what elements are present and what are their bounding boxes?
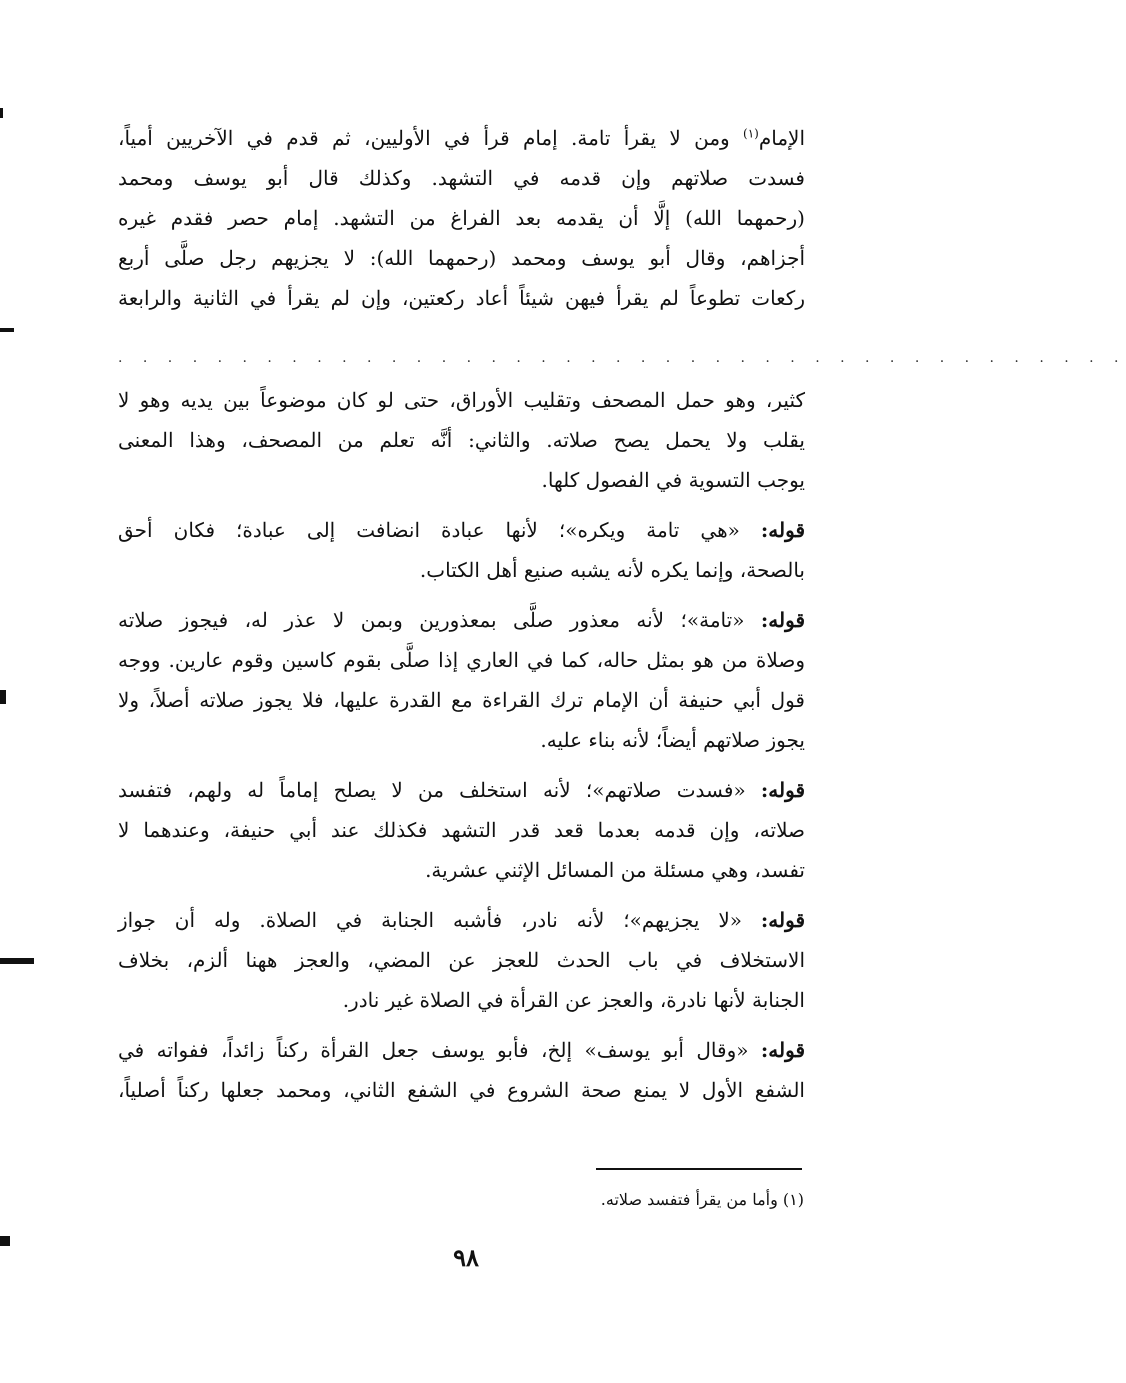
text-line — [118, 510, 805, 550]
commentary-keyword: قوله: — [760, 1038, 805, 1062]
text-line: كثير، وهو حمل المصحف وتقليب الأوراق، حتى لو كان موضوعاً بين يديه وهو لا — [118, 388, 805, 412]
text-line: قول أبي حنيفة أن الإمام ترك القراءة مع القدرة عليها، فلا يجوز صلاته أصلاً، ولا — [118, 688, 805, 712]
text-line: الجنابة لأنها نادرة، والعجز عن القرأة في الصلاة غير نادر. — [342, 988, 805, 1012]
commentary-keyword: قوله: — [760, 518, 805, 542]
text-line: (رحمهما الله) إلَّا أن يقدمه بعد الفراغ من التشهد. إمام حصر فقدم غيره — [118, 206, 805, 230]
text-line — [118, 118, 805, 158]
text-line: يقلب ولا يحمل يصح صلاته. والثاني: أنَّه تعلم من المصحف، وهذا المعنى — [118, 428, 805, 452]
commentary-keyword: قوله: — [760, 908, 805, 932]
commentary-paragraph — [118, 1030, 805, 1110]
main-text — [118, 118, 805, 318]
scan-mark — [0, 108, 3, 118]
text-line: تفسد، وهي مسئلة من المسائل الإثني عشرية. — [425, 858, 805, 882]
text-line: يوجب التسوية في الفصول كلها. — [541, 468, 805, 492]
commentary-intro — [118, 380, 805, 500]
commentary-keyword: قوله: — [760, 608, 805, 632]
page-number: ٩٨ — [453, 1243, 479, 1272]
text-line-start: الإمام — [758, 126, 805, 150]
commentary-paragraph — [118, 900, 805, 1020]
commentary-keyword: قوله: — [760, 778, 805, 802]
scan-mark — [0, 958, 34, 964]
text-line: ركعات تطوعاً لم يقرأ فيهن شيئاً أعاد ركعتين، وإن لم يقرأ في الثانية والرابعة — [118, 286, 805, 310]
text-line-rest: «تامة»؛ لأنه معذور صلَّى بمعذورين وبمن لا عذر له، فيجوز صلاته — [118, 608, 761, 632]
text-line: فسدت صلاتهم وإن قدمه في التشهد. وكذلك قال أبو يوسف ومحمد — [118, 166, 805, 190]
text-line — [118, 900, 805, 940]
text-line — [118, 600, 805, 640]
text-line-rest: «فسدت صلاتهم»؛ لأنه استخلف من لا يصلح إماماً له ولهم، فتفسد — [118, 778, 761, 802]
commentary-paragraph — [118, 600, 805, 760]
text-line — [118, 1030, 805, 1070]
text-line-rest: «لا يجزيهم»؛ لأنه نادر، فأشبه الجنابة في الصلاة. وله أن جواز — [118, 908, 761, 932]
text-line-rest: «وقال أبو يوسف» إلخ، فأبو يوسف جعل القرأة ركناً زائداً، ففواته في — [118, 1038, 761, 1062]
commentary — [118, 380, 805, 1120]
section-separator: . . . . . . . . . . . . . . . . . . . . . . . . . . . . . . . . . . . . . . . . . — [118, 350, 1126, 366]
text-line: وصلاة من هو بمثل حاله، كما في العاري إذا صلَّى بقوم كاسين وقوم عارين. ووجه — [118, 648, 805, 672]
footnote-marker: (١) — [743, 126, 759, 141]
text-line: أجزاهم، وقال أبو يوسف ومحمد (رحمهما الله): لا يجزيهم رجل صلَّى أربع — [118, 246, 805, 270]
text-line-rest: «هي تامة ويكره»؛ لأنها عبادة انضافت إلى عبادة؛ فكان أحق — [118, 518, 761, 542]
text-line: الشفع الأول لا يمنع صحة الشروع في الشفع الثاني، ومحمد جعلها ركناً أصلياً، — [118, 1078, 805, 1102]
text-line: يجوز صلاتهم أيضاً؛ لأنه بناء عليه. — [540, 728, 805, 752]
scan-mark — [0, 1236, 10, 1246]
text-line-rest: ومن لا يقرأ تامة. إمام قرأ في الأوليين، ثم قدم في الآخريين أمياً، — [118, 126, 744, 150]
scan-mark — [0, 328, 14, 332]
commentary-paragraph — [118, 510, 805, 590]
text-line — [118, 770, 805, 810]
scan-mark — [0, 690, 6, 704]
text-line: بالصحة، وإنما يكره لأنه يشبه صنيع أهل الكتاب. — [419, 558, 805, 582]
text-line: الاستخلاف في باب الحدث للعجز عن المضي، والعجز ههنا ألزم، بخلاف — [118, 948, 805, 972]
text-line: صلاته، وإن قدمه بعدما قعد قدر التشهد فكذلك عند أبي حنيفة، وعندهما لا — [118, 818, 805, 842]
commentary-paragraph — [118, 770, 805, 890]
footnote: (١) وأما من يقرأ فتفسد صلاته. — [600, 1190, 804, 1209]
footnote-rule — [596, 1168, 802, 1170]
